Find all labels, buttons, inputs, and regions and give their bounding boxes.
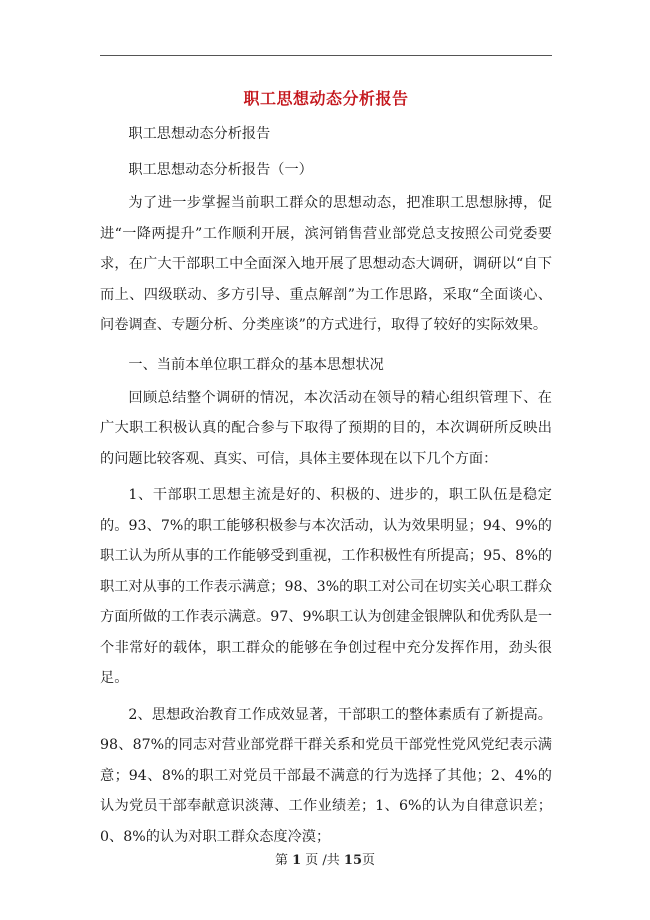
page-number: 1 xyxy=(292,853,302,868)
paragraph: 职工思想动态分析报告（一） xyxy=(128,162,313,178)
paragraph: 为了进一步掌握当前职工群众的思想动态，把准职工思想脉搏，促进“一降两提升”工作顺利开展，滨河销售营业部党总支按照公司党委要求，在广大干部职工中全面深入地开展了思想动态大调研，调研以“自下而上、四级联动、多方引导、重点解剖”为工作思路，采取“全面谈心、问卷调查、专题分析、分类座谈”的方式进行，取得了较好的实际效果。 xyxy=(100,195,552,333)
page-footer xyxy=(0,849,650,868)
footer-suffix: 页 xyxy=(362,853,376,868)
footer-middle: 页 /共 xyxy=(301,853,344,868)
page-total: 15 xyxy=(343,853,363,868)
paragraph: 职工思想动态分析报告 xyxy=(128,126,271,142)
paragraph: 回顾总结整个调研的情况，本次活动在领导的精心组织管理下、在广大职工积极认真的配合参与下取得了预期的目的，本次调研所反映出的问题比较客观、真实、可信，具体主要体现在以下几个方面： xyxy=(100,389,552,467)
document-body xyxy=(100,116,552,852)
footer-prefix: 第 xyxy=(274,853,293,868)
paragraph: 1、干部职工思想主流是好的、积极的、进步的，职工队伍是稳定的。93、7%的职工能够积极参与本次活动，认为效果明显；94、9%的职工认为所从事的工作能够受到重视，工作积极性有所提高；95、8%的职工对从事的工作表示满意；98、3%的职工对公司在切实关心职工群众方面所做的工作表示满意。97、9%职工认为创建金银牌队和优秀队是一个非常好的载体，职工群众的能够在争创过程中充分发挥作用，劲头很足。 xyxy=(100,487,553,686)
document-title: 职工思想动态分析报告 xyxy=(243,89,409,108)
paragraph: 2、思想政治教育工作成效显著，干部职工的整体素质有了新提高。98、87%的同志对营业部党群干群关系和党员干部党性党风党纪表示满意；94、8%的职工对党员干部最不满意的行为选择了其他；2、4%的认为党员干部奉献意识淡薄、工作业绩差；1、6%的认为自律意识差；0、8%的认为对职工群众态度冷漠； xyxy=(100,706,552,845)
section-heading: 一、当前本单位职工群众的基本思想状况 xyxy=(128,356,384,373)
header-rule xyxy=(100,55,552,56)
